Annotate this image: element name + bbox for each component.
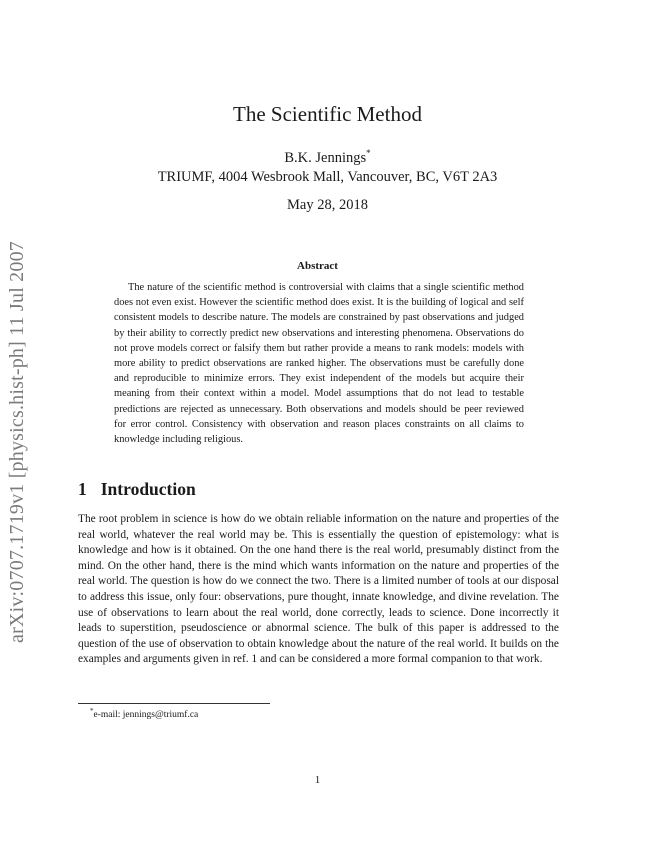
paper-title: The Scientific Method <box>233 102 422 126</box>
section-title: Introduction <box>100 479 196 499</box>
section-number: 1 <box>78 479 87 499</box>
author-name: B.K. Jennings <box>284 149 367 166</box>
footnote <box>90 707 198 720</box>
abstract-text: The nature of the scientific method is controversial with claims that a single scientific method does not even exist. However the scientific method does exist. It is the building of logical and self consistent models to describe nature. The models are constrained by past observations and judged by their ability to correctly predict new observations and interesting phenomena. Observations do not prove models correct or falsify them but rather provide a means to rank models: models with more ability to predict observations are ranked higher. The observations must be carefully done and reproducible to minimize errors. They exist independent of the models but acquire their meaning from their context within a model. Model assumptions that do not lead to testable predictions are rejected as unnecessary. Both observations and models should be peer reviewed for error control. Consistency with observation and reason places constraints on all claims to knowledge including religious. <box>114 282 524 446</box>
author-line <box>0 148 655 167</box>
footnote-text: e-mail: jennings@triumf.ca <box>93 710 199 721</box>
arxiv-identifier-stamp: arXiv:0707.1719v1 [physics.hist-ph] 11 Jul 2007 <box>6 241 28 643</box>
footnote-divider <box>78 703 270 704</box>
author-footnote-mark: * <box>366 148 371 158</box>
author-affiliation: TRIUMF, 4004 Wesbrook Mall, Vancouver, BC, V6T 2A3 <box>157 169 498 185</box>
page-number: 1 <box>314 774 321 786</box>
paper-date: May 28, 2018 <box>287 197 368 213</box>
section-heading <box>78 479 196 500</box>
footnote-mark: * <box>90 707 94 715</box>
abstract-heading: Abstract <box>297 260 338 272</box>
introduction-text: The root problem in science is how do we obtain reliable information on the nature and properties of the real world, whatever the real world may be. This is essentially the question of epistemology: what is knowledge and how is it obtained. On the one hand there is the real world, presumably distinct from the mind. On the other hand, there is the mind which wants information on the nature and properties of the real world. The question is how do we connect the two. There is a limited number of tools at our disposal to address this issue, only four: observations, pure thought, innate knowledge, and divine revelation. The use of observations to learn about the real world, done correctly, leads to science. Done incorrectly it leads to superstition, pseudoscience or abnormal science. The bulk of this paper is addressed to the question of the use of observation to obtain knowledge about the nature of the real world. It builds on the examples and arguments given in ref. 1 and can be considered a more formal companion to that work. <box>78 513 559 666</box>
